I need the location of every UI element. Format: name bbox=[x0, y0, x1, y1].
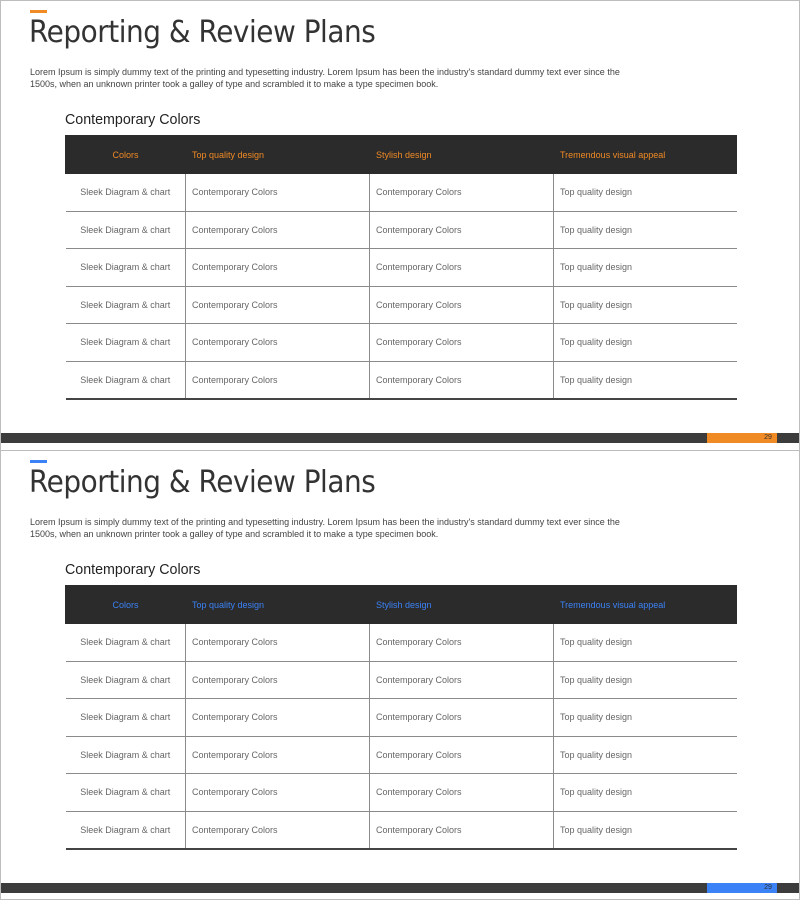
table-cell: Contemporary Colors bbox=[370, 624, 554, 662]
table-cell: Contemporary Colors bbox=[186, 774, 370, 812]
column-header: Colors bbox=[66, 586, 186, 624]
table-cell: Contemporary Colors bbox=[370, 174, 554, 212]
table-cell: Contemporary Colors bbox=[186, 286, 370, 324]
table-cell: Sleek Diagram & chart bbox=[66, 249, 186, 287]
table-row bbox=[66, 211, 737, 249]
table-cell: Contemporary Colors bbox=[186, 361, 370, 399]
table-row bbox=[66, 286, 737, 324]
table-row bbox=[66, 661, 737, 699]
table-header bbox=[66, 586, 737, 624]
table-cell: Sleek Diagram & chart bbox=[66, 811, 186, 849]
table-cell: Top quality design bbox=[554, 811, 737, 849]
table-cell: Contemporary Colors bbox=[370, 211, 554, 249]
table-cell: Contemporary Colors bbox=[186, 324, 370, 362]
table-row bbox=[66, 361, 737, 399]
table-cell: Sleek Diagram & chart bbox=[66, 286, 186, 324]
table-cell: Contemporary Colors bbox=[370, 661, 554, 699]
table-cell: Sleek Diagram & chart bbox=[66, 174, 186, 212]
column-header: Top quality design bbox=[186, 136, 370, 174]
table-cell: Contemporary Colors bbox=[370, 324, 554, 362]
page-number: 29 bbox=[764, 434, 772, 441]
table-cell: Contemporary Colors bbox=[370, 249, 554, 287]
table-cell: Contemporary Colors bbox=[370, 811, 554, 849]
column-header: Stylish design bbox=[370, 136, 554, 174]
section-title: Contemporary Colors bbox=[65, 561, 201, 578]
table-cell: Contemporary Colors bbox=[370, 736, 554, 774]
table-cell: Sleek Diagram & chart bbox=[66, 211, 186, 249]
table-row bbox=[66, 774, 737, 812]
table-cell: Sleek Diagram & chart bbox=[66, 736, 186, 774]
table-cell: Top quality design bbox=[554, 211, 737, 249]
table-row bbox=[66, 174, 737, 212]
table-cell: Top quality design bbox=[554, 624, 737, 662]
column-header: Stylish design bbox=[370, 586, 554, 624]
table-cell: Contemporary Colors bbox=[370, 774, 554, 812]
table-cell: Contemporary Colors bbox=[186, 624, 370, 662]
column-header: Colors bbox=[66, 136, 186, 174]
table-body bbox=[66, 624, 737, 849]
table-cell: Top quality design bbox=[554, 774, 737, 812]
column-header: Top quality design bbox=[186, 586, 370, 624]
table-cell: Top quality design bbox=[554, 174, 737, 212]
table-cell: Contemporary Colors bbox=[186, 811, 370, 849]
table-row bbox=[66, 324, 737, 362]
slide-title: Reporting & Review Plans bbox=[29, 15, 376, 50]
column-header: Tremendous visual appeal bbox=[554, 586, 737, 624]
table-cell: Contemporary Colors bbox=[370, 699, 554, 737]
page-number: 29 bbox=[764, 884, 772, 891]
table-cell: Top quality design bbox=[554, 249, 737, 287]
table-cell: Sleek Diagram & chart bbox=[66, 661, 186, 699]
table-header-row bbox=[66, 136, 737, 174]
footer-bar bbox=[1, 433, 799, 443]
table-header-row bbox=[66, 586, 737, 624]
slide-title: Reporting & Review Plans bbox=[29, 465, 376, 500]
table-cell: Contemporary Colors bbox=[186, 661, 370, 699]
table-cell: Contemporary Colors bbox=[186, 736, 370, 774]
intro-paragraph: Lorem Ipsum is simply dummy text of the printing and typesetting industry. Lorem Ipsum has been the industry's standard dummy text ever since the 1500s, when an unknown printer took a galley of type and scrambled it to make a type specimen book. bbox=[30, 517, 620, 539]
table-cell: Contemporary Colors bbox=[186, 249, 370, 287]
table-cell: Sleek Diagram & chart bbox=[66, 361, 186, 399]
table-row bbox=[66, 249, 737, 287]
table-cell: Top quality design bbox=[554, 324, 737, 362]
table-cell: Contemporary Colors bbox=[370, 286, 554, 324]
intro-paragraph: Lorem Ipsum is simply dummy text of the printing and typesetting industry. Lorem Ipsum has been the industry's standard dummy text ever since the 1500s, when an unknown printer took a galley of type and scrambled it to make a type specimen book. bbox=[30, 67, 620, 89]
table-cell: Contemporary Colors bbox=[186, 699, 370, 737]
table-row bbox=[66, 699, 737, 737]
table-row bbox=[66, 811, 737, 849]
comparison-table bbox=[65, 585, 737, 850]
table-row bbox=[66, 736, 737, 774]
table-body bbox=[66, 174, 737, 399]
table-cell: Top quality design bbox=[554, 699, 737, 737]
table-cell: Contemporary Colors bbox=[370, 361, 554, 399]
table-cell: Sleek Diagram & chart bbox=[66, 624, 186, 662]
slide-blue[interactable] bbox=[1, 451, 799, 900]
table-header bbox=[66, 136, 737, 174]
table-cell: Top quality design bbox=[554, 661, 737, 699]
table-cell: Top quality design bbox=[554, 736, 737, 774]
slide-orange[interactable] bbox=[1, 1, 799, 450]
table-cell: Contemporary Colors bbox=[186, 211, 370, 249]
section-title: Contemporary Colors bbox=[65, 111, 201, 128]
comparison-table bbox=[65, 135, 737, 400]
table-cell: Contemporary Colors bbox=[186, 174, 370, 212]
table-row bbox=[66, 624, 737, 662]
table-cell: Top quality design bbox=[554, 286, 737, 324]
table-cell: Sleek Diagram & chart bbox=[66, 699, 186, 737]
table-cell: Sleek Diagram & chart bbox=[66, 774, 186, 812]
table-cell: Sleek Diagram & chart bbox=[66, 324, 186, 362]
footer-bar bbox=[1, 883, 799, 893]
column-header: Tremendous visual appeal bbox=[554, 136, 737, 174]
table-cell: Top quality design bbox=[554, 361, 737, 399]
